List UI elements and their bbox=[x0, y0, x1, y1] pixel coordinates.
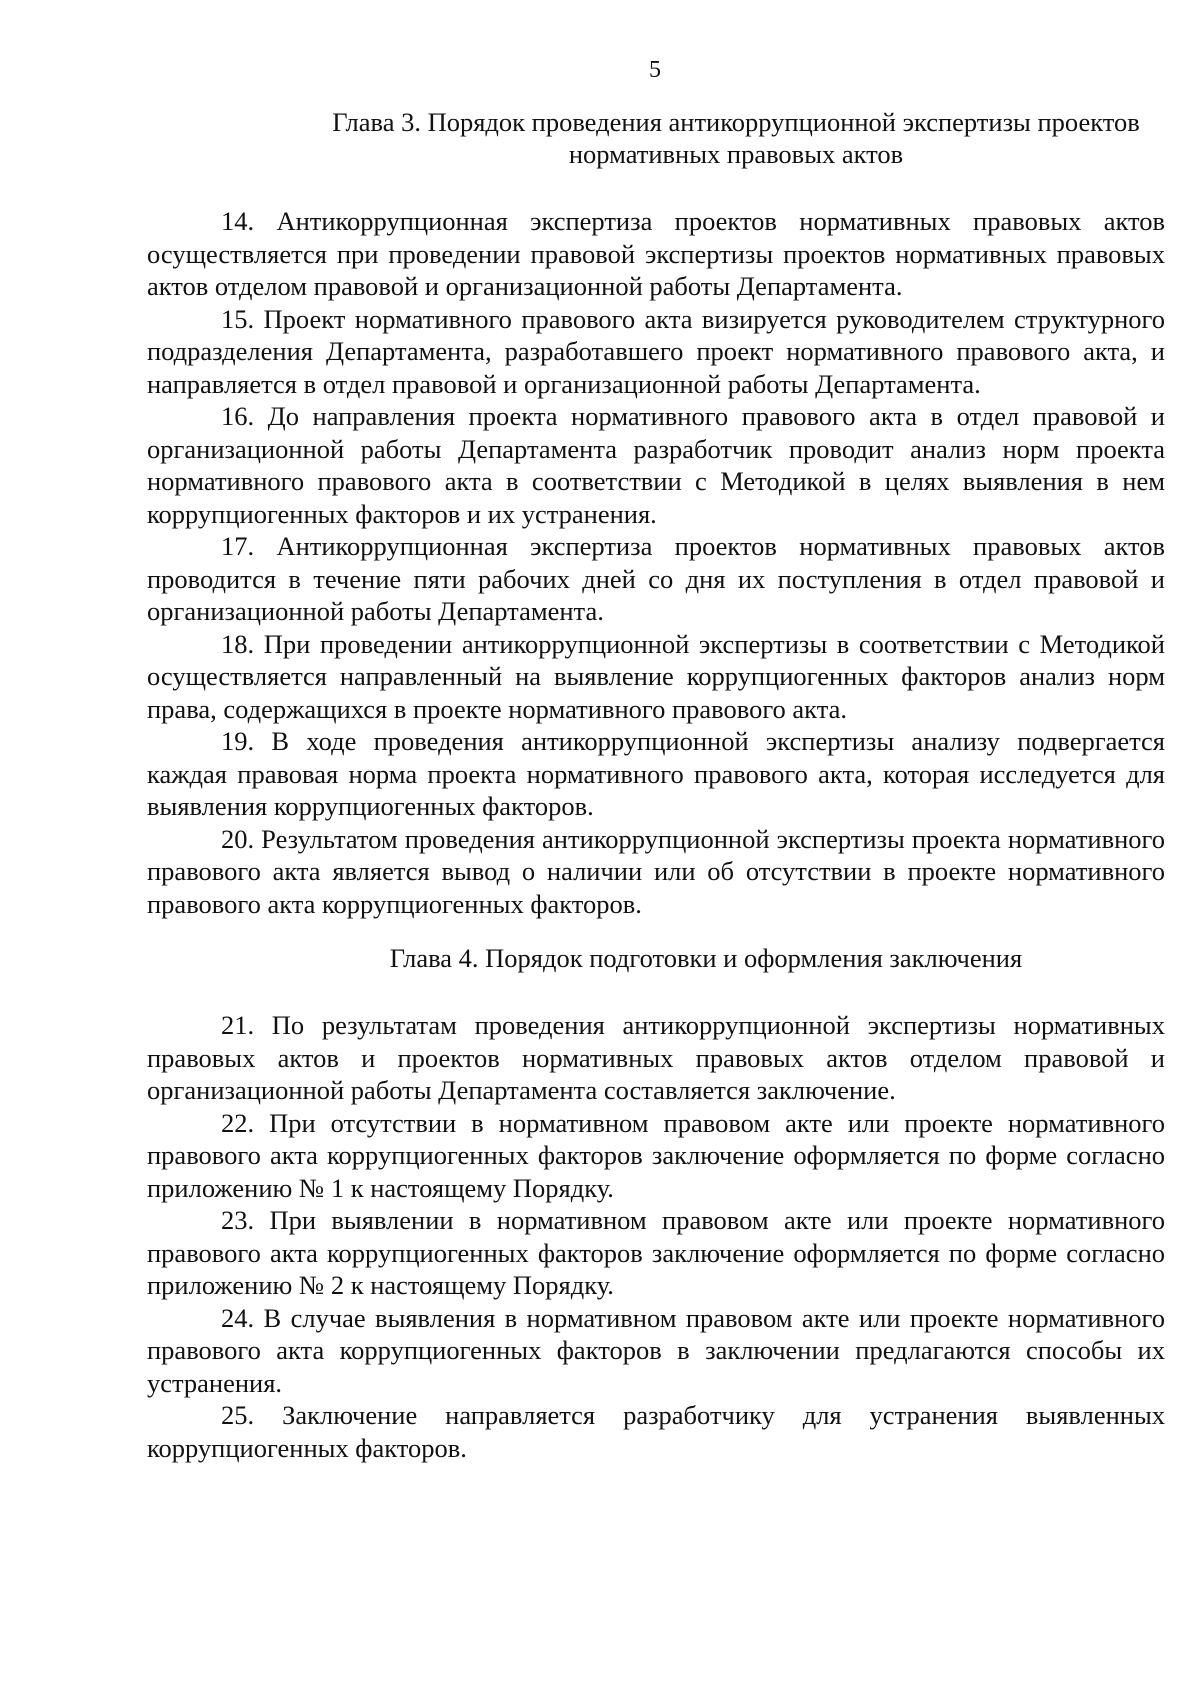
paragraph-15: 15. Проект нормативного правового акта визируется руководителем структурного подразделения Департамента, разработавшего проект нормативного правового акта, и направляется в отдел правовой и организационной работы Департамента. bbox=[147, 303, 1165, 399]
paragraph-24: 24. В случае выявления в нормативном правовом акте или проекте нормативного правового акта коррупциогенных факторов в заключении предлагаются способы их устранения. bbox=[147, 1302, 1165, 1398]
chapter-3-heading-line-1: Глава 3. Порядок проведения антикоррупционной экспертизы проектов bbox=[332, 107, 1140, 137]
chapter-3-heading-line-2: нормативных правовых актов bbox=[568, 139, 904, 169]
paragraph-17: 17. Антикоррупционная экспертиза проектов нормативных правовых актов проводится в течение пяти рабочих дней со дня их поступления в отдел правовой и организационной работы Департамента. bbox=[147, 531, 1165, 626]
paragraph-22: 22. При отсутствии в нормативном правовом акте или проекте нормативного правового акта коррупциогенных факторов заключение оформляется по форме согласно приложению № 1 к настоящему Порядку. bbox=[147, 1107, 1165, 1203]
paragraph-20: 20. Результатом проведения антикоррупционной экспертизы проекта нормативного правового акта является вывод о наличии или об отсутствии в проекте нормативного правового акта коррупциогенных факторов. bbox=[147, 823, 1165, 919]
paragraph-16: 16. До направления проекта нормативного правового акта в отдел правовой и организационной работы Департамента разработчик проводит анализ норм проекта нормативного правового акта в соответствии с Методикой в целях выявления в нем коррупциогенных факторов и их устранения. bbox=[147, 401, 1165, 529]
paragraph-23: 23. При выявлении в нормативном правовом акте или проекте нормативного правового акта коррупциогенных факторов заключение оформляется по форме согласно приложению № 2 к настоящему Порядку. bbox=[147, 1205, 1165, 1300]
chapter-3-heading bbox=[247, 106, 1200, 170]
paragraph-19: 19. В ходе проведения антикоррупционной экспертизы анализу подвергается каждая правовая норма проекта нормативного правового акта, которая исследуется для выявления коррупциогенных факторов. bbox=[147, 726, 1165, 821]
paragraph-18: 18. При проведении антикоррупционной экспертизы в соответствии с Методикой осуществляется направленный на выявление коррупциогенных факторов анализ норм права, содержащихся в проекте нормативного правового акта. bbox=[147, 628, 1165, 724]
page-number: 5 bbox=[649, 57, 661, 83]
paragraph-14: 14. Антикоррупционная экспертиза проектов нормативных правовых актов осуществляется при проведении правовой экспертизы проектов нормативных правовых актов отделом правовой и организационной работы Департамента. bbox=[147, 206, 1165, 301]
chapter-4-heading: Глава 4. Порядок подготовки и оформления заключения bbox=[389, 943, 1023, 973]
document-body bbox=[147, 106, 1165, 1464]
paragraph-21: 21. По результатам проведения антикоррупционной экспертизы нормативных правовых актов и проектов нормативных правовых актов отделом правовой и организационной работы Департамента составляется заключение. bbox=[147, 1010, 1165, 1105]
paragraph-25: 25. Заключение направляется разработчику для устранения выявленных коррупциогенных факторов. bbox=[147, 1400, 1165, 1463]
